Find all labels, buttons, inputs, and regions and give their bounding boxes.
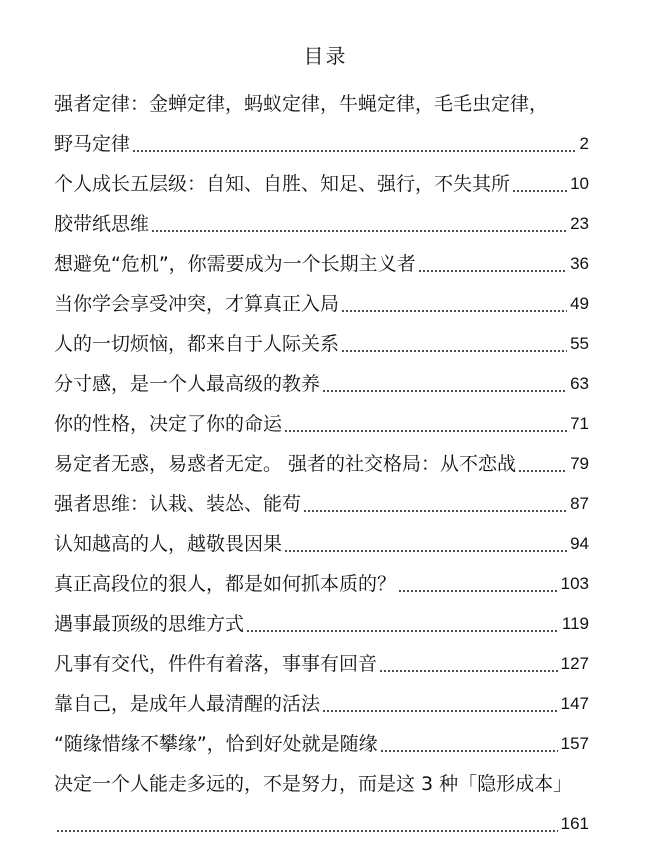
- toc-page-number: 87: [570, 494, 589, 513]
- toc-page-number: 127: [560, 654, 589, 673]
- toc-page-number: 157: [560, 734, 589, 753]
- toc-entry-text: 你的性格，决定了你的命运: [54, 413, 283, 435]
- toc-entry-text: 野马定律: [54, 133, 131, 155]
- toc-entry-text: “随缘惜缘不攀缘”，恰到好处就是随缘: [54, 733, 378, 755]
- toc-entry[interactable]: [54, 604, 589, 644]
- toc-entry-text: 强者思维：认栽、装怂、能苟: [54, 493, 302, 515]
- toc-entry[interactable]: [54, 164, 589, 204]
- dot-leader: [512, 188, 567, 194]
- toc-page-number: 103: [560, 574, 589, 593]
- toc-entry[interactable]: [54, 444, 589, 484]
- toc-entry[interactable]: [54, 124, 589, 164]
- toc-entry[interactable]: [54, 204, 589, 244]
- dot-leader: [284, 548, 567, 554]
- dot-leader: [246, 628, 559, 634]
- toc-entry-text: 强者定律：金蝉定律，蚂蚁定律，牛蝇定律，毛毛虫定律，: [54, 93, 549, 115]
- toc-entry[interactable]: [54, 244, 589, 284]
- dot-leader: [341, 348, 567, 354]
- toc-entry-text: 真正高段位的狠人，都是如何抓本质的？: [54, 573, 397, 595]
- toc-entry-text: 靠自己，是成年人最清醒的活法: [54, 693, 321, 715]
- dot-leader: [379, 668, 558, 674]
- dot-leader: [56, 828, 558, 834]
- toc-entry[interactable]: [54, 324, 589, 364]
- toc-page-number: 161: [560, 814, 589, 833]
- table-of-contents: [54, 84, 589, 844]
- toc-entry-text: 决定一个人能走多远的，不是努力，而是这 3 种「隐形成本」: [54, 773, 573, 795]
- toc-entry-text: 想避免“危机”，你需要成为一个长期主义者: [54, 253, 416, 275]
- toc-entry[interactable]: [54, 484, 589, 524]
- toc-page-number: 36: [570, 254, 589, 273]
- dot-leader: [303, 508, 567, 514]
- toc-page-number: 55: [570, 334, 589, 353]
- toc-page-number: 71: [570, 414, 589, 433]
- toc-entry-text: 凡事有交代，件件有着落，事事有回音: [54, 653, 378, 675]
- toc-title: 目录: [303, 44, 348, 68]
- toc-entry-text: 人的一切烦恼，都来自于人际关系: [54, 333, 340, 355]
- toc-entry-text: 分寸感，是一个人最高级的教养: [54, 373, 321, 395]
- toc-page-number: 94: [570, 534, 589, 553]
- toc-entry[interactable]: [54, 724, 589, 764]
- toc-entry[interactable]: [54, 84, 589, 124]
- toc-entry[interactable]: [54, 564, 589, 604]
- toc-entry-text: 个人成长五层级：自知、自胜、知足、强行，不失其所: [54, 173, 511, 195]
- toc-page-number: 63: [570, 374, 589, 393]
- toc-page-number: 147: [560, 694, 589, 713]
- dot-leader: [132, 148, 577, 154]
- toc-entry-text: 认知越高的人，越敬畏因果: [54, 533, 283, 555]
- toc-entry[interactable]: [54, 404, 589, 444]
- toc-entry[interactable]: [54, 284, 589, 324]
- toc-entry[interactable]: [54, 644, 589, 684]
- toc-entry-text: 当你学会享受冲突，才算真正入局: [54, 293, 340, 315]
- dot-leader: [322, 388, 567, 394]
- dot-leader: [380, 748, 558, 754]
- toc-page-number: 49: [570, 294, 589, 313]
- toc-entry-text: 易定者无惑，易惑者无定。 强者的社交格局：从不恋战: [54, 453, 517, 475]
- toc-entry[interactable]: [54, 684, 589, 724]
- dot-leader: [151, 228, 567, 234]
- toc-entry-text: 遇事最顶级的思维方式: [54, 613, 245, 635]
- dot-leader: [518, 468, 567, 474]
- toc-entry[interactable]: [54, 804, 589, 844]
- toc-page-number: 10: [570, 174, 589, 193]
- toc-entry[interactable]: [54, 364, 589, 404]
- dot-leader: [418, 268, 567, 274]
- toc-entry[interactable]: [54, 764, 589, 804]
- dot-leader: [284, 428, 567, 434]
- toc-page-number: 2: [579, 134, 589, 153]
- toc-page-number: 23: [570, 214, 589, 233]
- toc-page-number: 119: [561, 614, 589, 633]
- toc-page-number: 79: [570, 454, 589, 473]
- dot-leader: [341, 308, 567, 314]
- toc-entry[interactable]: [54, 524, 589, 564]
- dot-leader: [322, 708, 558, 714]
- dot-leader: [398, 588, 558, 594]
- toc-entry-text: 胶带纸思维: [54, 213, 150, 235]
